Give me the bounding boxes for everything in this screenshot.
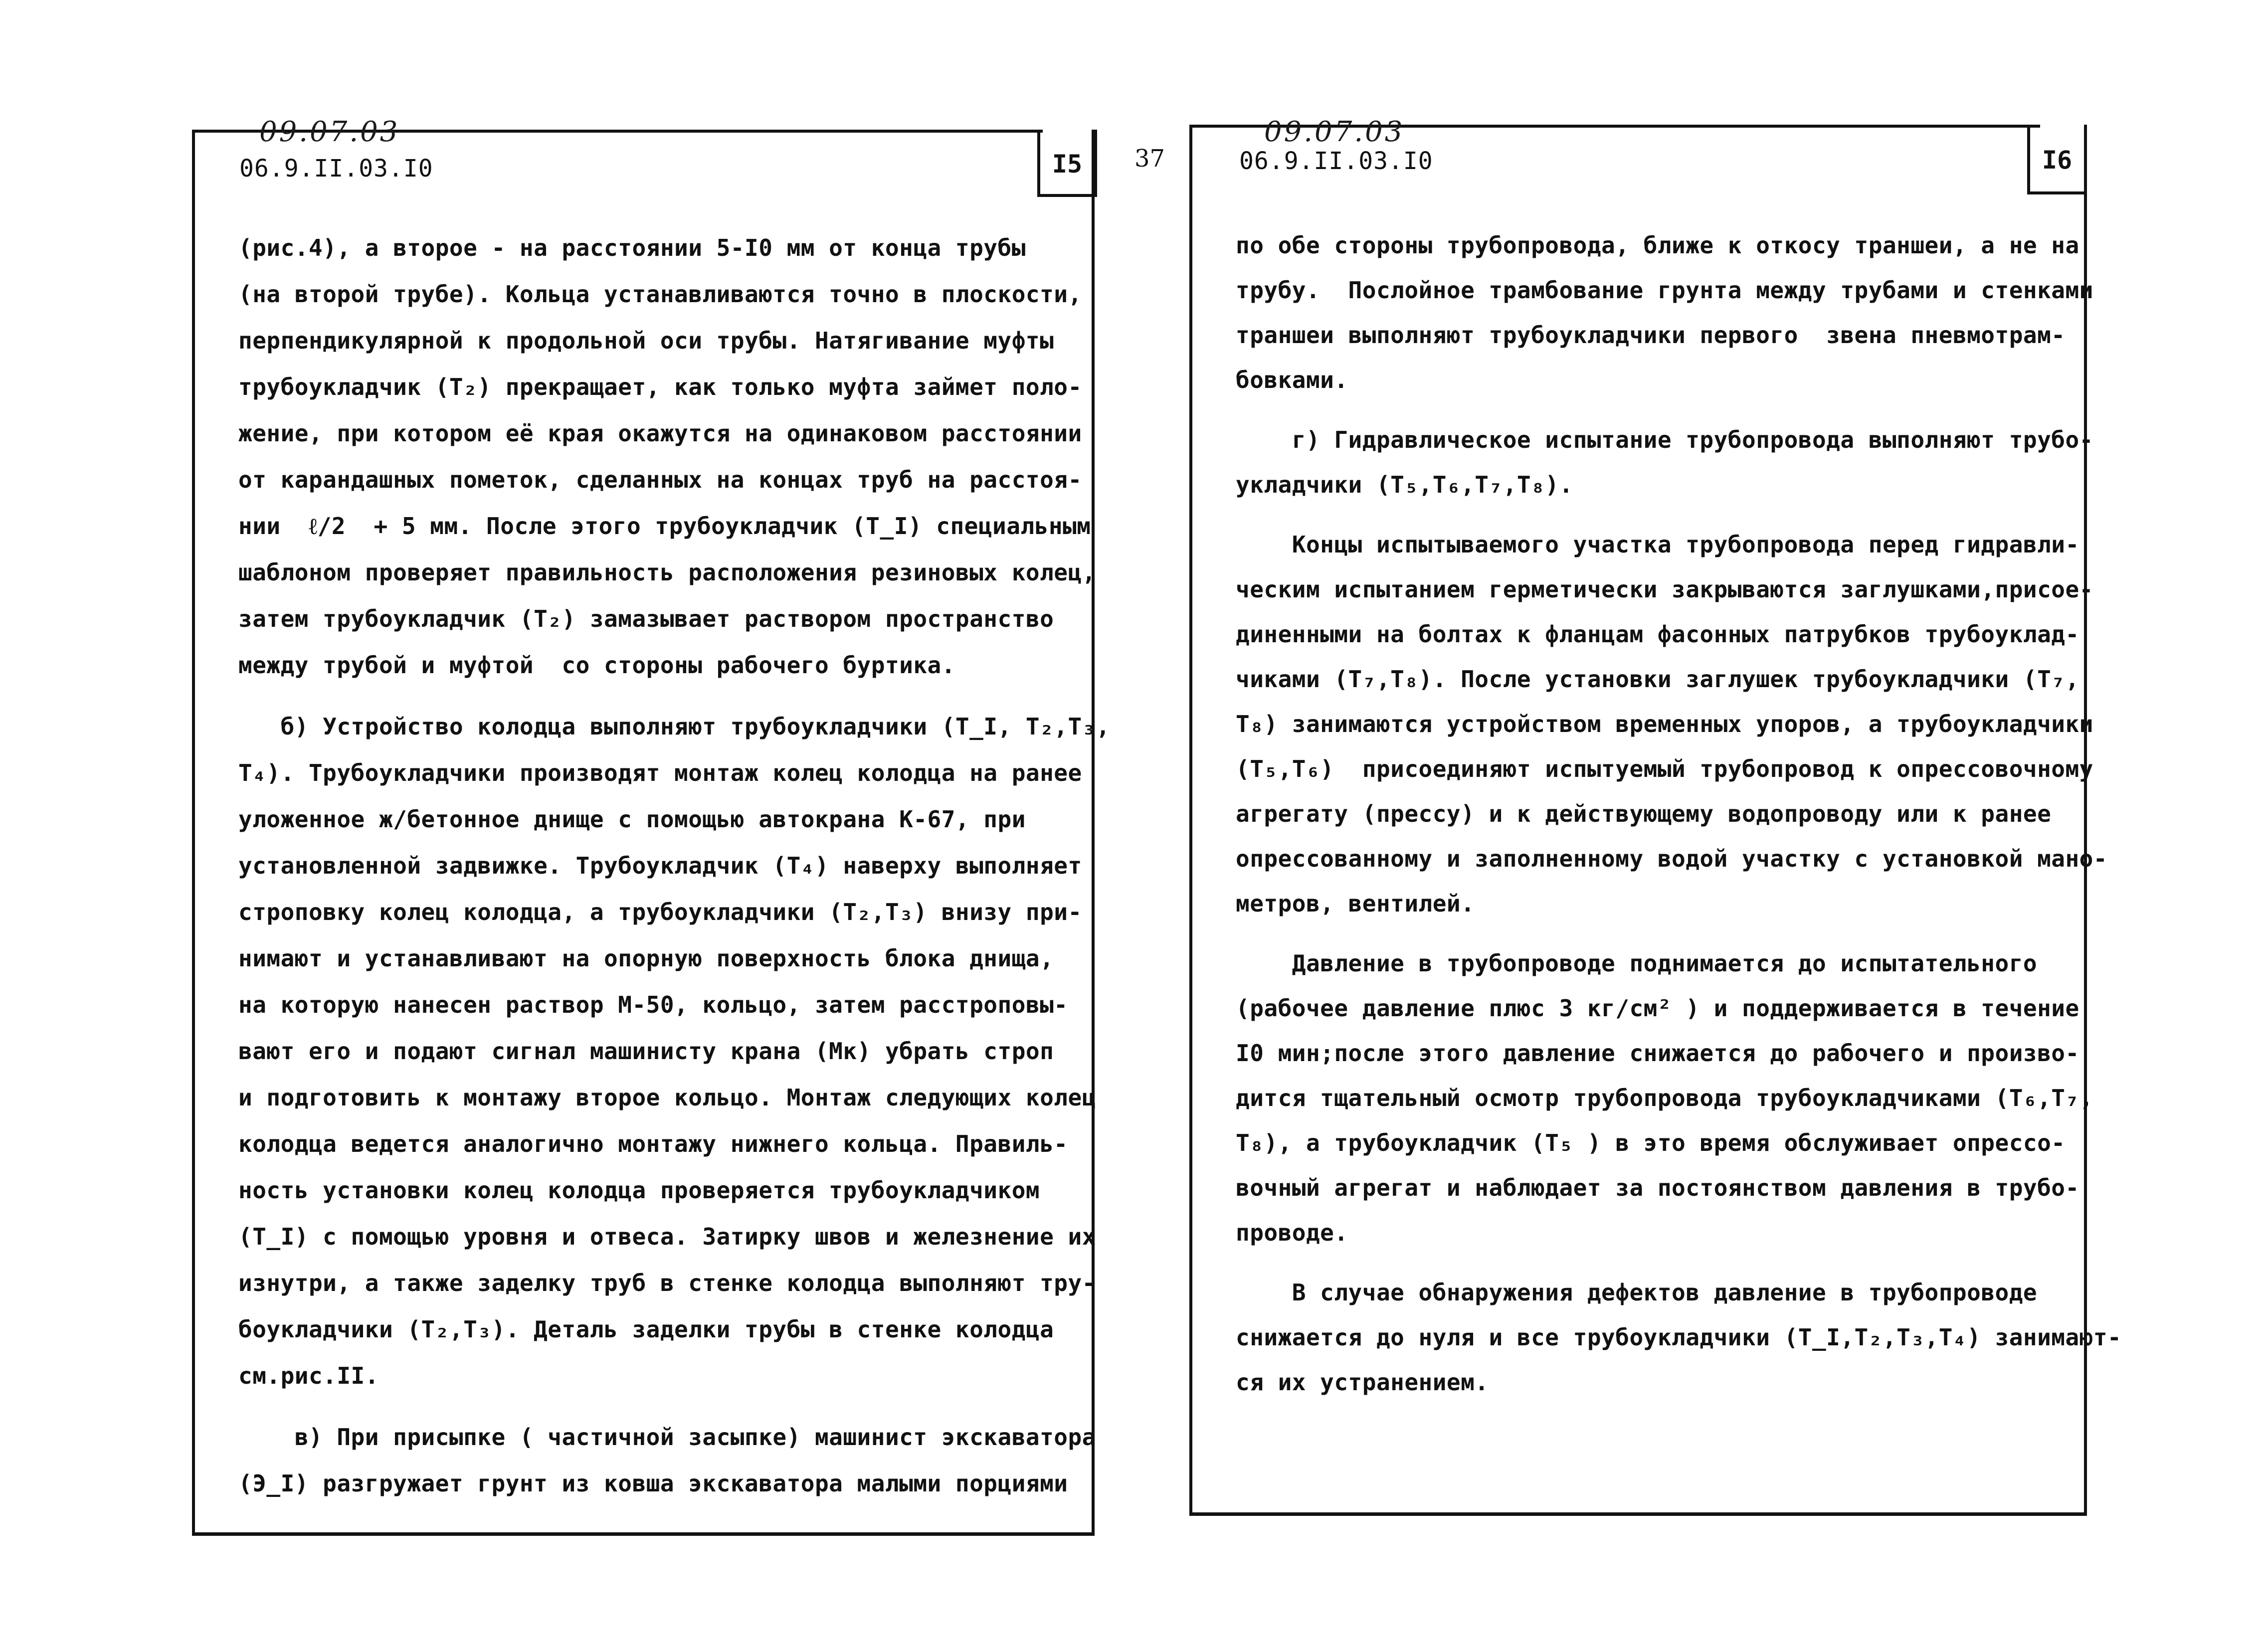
text-line: агрегату (прессу) и к действующему водопроводу или к ранее [1236,800,2052,827]
text-line: T₈), а трубоукладчик (T₅ ) в это время обслуживает опрессо- [1236,1129,2066,1156]
left-doc-code: 06.9.II.03.I0 [239,155,433,183]
text-line: ческим испытанием герметически закрываются заглушками,присое- [1236,576,2093,603]
left-sheet-number-box [1037,130,1097,197]
text-line: боукладчики (T₂,T₃). Деталь заделки трубы в стенке колодца [238,1316,1054,1343]
text-line: ность установки колец колодца проверяется трубоукладчиком [238,1177,1040,1204]
text-line: диненными на болтах к фланцам фасонных патрубков трубоуклад- [1236,621,2079,648]
text-line: б) Устройство колодца выполняют трубоукладчики (T_I, T₂,T₃, [238,713,1111,740]
text-line: опрессованному и заполненному водой участку с установкой мано- [1236,845,2108,872]
text-line: T₈) занимаются устройством временных упоров, а трубоукладчики [1236,711,2093,737]
left-sheet-number: I5 [1052,150,1083,179]
text-line: шаблоном проверяет правильность расположения резиновых колец, [238,559,1096,586]
text-line: (Э_I) разгружает грунт из ковша экскаватора малыми порциями [238,1470,1068,1497]
text-line: в) При присыпке ( частичной засыпке) машинист экскаватора [238,1424,1096,1451]
text-line: нии ℓ/2 + 5 мм. После этого трубоукладчик (T_I) специальным [238,513,1091,540]
text-line: от карандашных пометок, сделанных на концах труб на расстоя- [238,466,1082,493]
text-line: снижается до нуля и все трубоукладчики (T_I,T₂,T₃,T₄) занимают- [1236,1324,2122,1351]
text-line: дится тщательный осмотр трубопровода трубоукладчиками (T₆,T₇, [1236,1085,2093,1111]
text-line: Концы испытываемого участка трубопровода перед гидравли- [1236,531,2079,558]
text-line: (T_I) с помощью уровня и отвеса. Затирку швов и железнение их [238,1223,1096,1250]
text-line: на которую нанесен раствор М-50, кольцо, затем расстроповы- [238,991,1068,1018]
text-line: проводе. [1236,1219,1348,1246]
text-line: T₄). Трубоукладчики производят монтаж колец колодца на ранее [238,759,1082,786]
text-line: бовками. [1236,366,1348,393]
right-sheet-number: I6 [2042,146,2073,175]
text-line: колодца ведется аналогично монтажу нижнего кольца. Правиль- [238,1130,1068,1157]
text-line: ся их устранением. [1236,1369,1489,1396]
text-line: между трубой и муфтой со стороны рабочего буртика. [238,652,955,679]
text-line: установленной задвижке. Трубоукладчик (T₄) наверху выполняет [238,852,1082,879]
text-line: (рис.4), а второе - на расстоянии 5-I0 мм от конца трубы [238,234,1026,261]
text-line: вочный агрегат и наблюдает за постоянством давления в трубо- [1236,1174,2079,1201]
text-line: см.рис.II. [238,1362,379,1389]
text-line: (рабочее давление плюс 3 кг/см² ) и поддерживается в течение [1236,995,2079,1022]
text-line: перпендикулярной к продольной оси трубы. Натягивание муфты [238,327,1054,354]
text-line: г) Гидравлическое испытание трубопровода выполняют трубо- [1236,426,2093,453]
left-handwritten-date: 09.07.03 [259,116,400,148]
text-line: I0 мин;после этого давление снижается до рабочего и произво- [1236,1040,2079,1067]
text-line: вают его и подают сигнал машинисту крана (Мк) убрать строп [238,1038,1054,1065]
text-line: (на второй трубе). Кольца устанавливаются точно в плоскости, [238,281,1082,308]
text-line: строповку колец колодца, а трубоукладчики (T₂,T₃) внизу при- [238,899,1082,925]
text-line: уложенное ж/бетонное днище с помощью автокрана К-67, при [238,806,1026,833]
text-line: жение, при котором её края окажутся на одинаковом расстоянии [238,420,1082,447]
text-line: метров, вентилей. [1236,890,1475,917]
text-line: траншеи выполняют трубоукладчики первого звена пневмотрам- [1236,322,2066,349]
text-line: (T₅,T₆) присоединяют испытуемый трубопровод к опрессовочному [1236,755,2093,782]
text-line: затем трубоукладчик (T₂) замазывает раствором пространство [238,605,1054,632]
right-sheet-number-box [2027,125,2087,194]
text-line: по обе стороны трубопровода, ближе к откосу траншеи, а не на [1236,232,2079,259]
text-line: В случае обнаружения дефектов давление в трубопроводе [1236,1279,2038,1306]
text-line: чиками (T₇,T₈). После установки заглушек трубоукладчики (T₇, [1236,666,2079,693]
text-line: и подготовить к монтажу второе кольцо. Монтаж следующих колец [238,1084,1096,1111]
text-line: изнутри, а также заделку труб в стенке колодца выполняют тру- [238,1270,1096,1296]
text-line: трубу. Послойное трамбование грунта между трубами и стенками [1236,277,2093,304]
center-page-number: 37 [1134,145,1165,173]
right-handwritten-date: 09.07.03 [1264,116,1405,148]
right-doc-code: 06.9.II.03.I0 [1239,147,1433,175]
text-line: трубоукладчик (T₂) прекращает, как только муфта займет поло- [238,373,1082,400]
text-line: Давление в трубопроводе поднимается до испытательного [1236,950,2038,977]
text-line: укладчики (T₅,T₆,T₇,T₈). [1236,471,1573,498]
text-line: нимают и устанавливают на опорную поверхность блока днища, [238,945,1054,972]
